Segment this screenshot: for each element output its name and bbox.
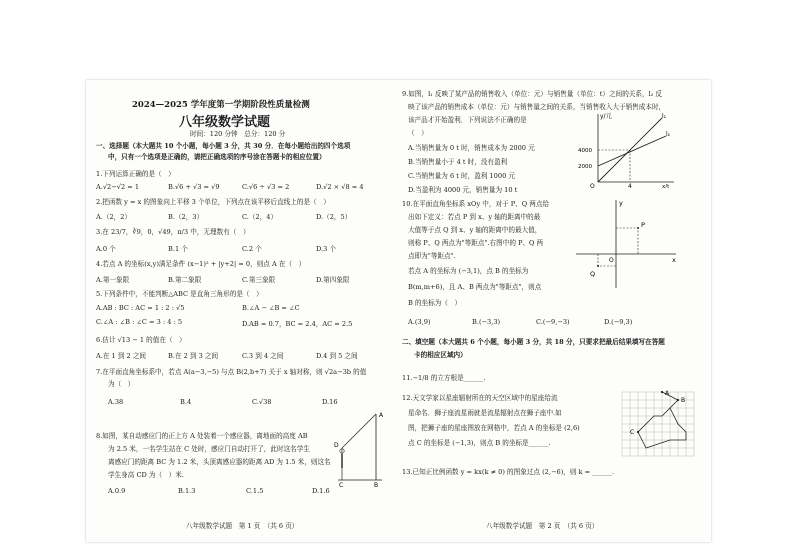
p-guide-lines <box>616 228 638 254</box>
fig8-label-d: D <box>334 442 339 449</box>
fig9-x-unit: x/t <box>662 184 670 188</box>
fig10-q-label: Q <box>590 270 596 278</box>
question-4-option-d: D.第四象限 <box>316 276 350 284</box>
question-7-cont: 为（ ） <box>108 380 135 388</box>
question-4: 4.若点 A 的坐标(x,y)满足条件 (x−1)² + |y+2| = 0，则点 A 在（ ） <box>96 260 306 268</box>
question-7-option-a: A.38 <box>108 398 124 406</box>
question-9-cont-2: 该产品才开始盈利．下列说法不正确的是 <box>408 116 527 124</box>
question-9-option-c: C.当销售量为 6 t 时，盈利 1000 元 <box>408 172 515 180</box>
question-10-cont-7: B 的坐标为（ ） <box>408 299 462 307</box>
question-7-option-c: C.√38 <box>252 398 272 406</box>
question-8: 8.如图，某自动感应门的正上方 A 处装着一个感应器，离地面的高度 AB <box>96 432 308 440</box>
question-10-cont-6: B(m,m+6)，且 A、B 两点为"等距点"，则点 <box>408 283 542 291</box>
exam-page-2 <box>400 80 711 542</box>
question-4-option-a: A.第一象限 <box>96 276 130 284</box>
fig8-label-a: A <box>379 412 384 419</box>
question-6-option-d: D.4 到 5 之间 <box>316 352 358 360</box>
question-10-cont-4: 点即为"等距点". <box>408 252 456 260</box>
question-6-option-a: A.在 1 到 2 之间 <box>96 352 147 360</box>
question-8-option-a: A.0.9 <box>108 487 126 495</box>
question-8-option-c: C.1.5 <box>246 487 264 495</box>
question-2-option-b: B.（2，3） <box>168 213 204 221</box>
question-3-option-d: D.3 个 <box>316 245 337 253</box>
question-7-option-b: B.4 <box>180 398 192 406</box>
question-8-cont-1: 为 2.5 米，一名学生站在 C 处时，感应门自动打开了，此时这名学生 <box>108 445 310 453</box>
question-9-option-b: B.当销售量小于 4 t 时，没有盈利 <box>408 158 508 166</box>
star-b <box>677 399 679 401</box>
fig10-y-label: y <box>619 199 623 207</box>
star-a <box>661 391 663 393</box>
question-1: 1.下列运算正确的是（ ） <box>96 170 175 178</box>
section-1-heading-2: 中，只有一个选项是正确的，请把正确选项的序号涂在答题卡的相应位置） <box>108 153 326 161</box>
question-2: 2.把函数 y = x 的图象向上平移 3 个单位，下列点在该平移后直线上的是（ ） <box>96 198 330 206</box>
question-10-option-b: B.(−3,3) <box>472 318 501 326</box>
question-9-option-d: D.当盈利为 4000 元，销售量为 10 t <box>408 186 518 194</box>
question-1-option-b: B.√6 + √3 = √9 <box>168 183 220 191</box>
question-6: 6.估计 √13 − 1 的值在（ ） <box>96 336 186 344</box>
question-2-option-c: C.（2，4） <box>242 213 278 221</box>
question-9-cont-1: 映了该产品的销售成本（单位：元）与销售量之间的关系，当销售收入大于销售成本时， <box>408 103 666 111</box>
leo-constellation-grid <box>618 386 698 460</box>
question-4-option-b: B.第二象限 <box>168 276 202 284</box>
question-2-option-a: A.（2，2） <box>96 213 132 221</box>
question-6-option-b: B.在 2 到 3 之间 <box>168 352 219 360</box>
exam-page-1 <box>86 80 394 542</box>
question-1-option-c: C.√6 ÷ √3 = 2 <box>242 183 290 191</box>
page-1-footer: 八年级数学试题 第 1 页 （共 6 页） <box>186 522 299 530</box>
question-12-cont-3: 点 C 的坐标是 (−1,3)，则点 B 的坐标是______. <box>408 439 551 447</box>
question-5-option-b: B.∠A − ∠B = ∠C <box>242 304 300 312</box>
question-5-option-c: C.∠A : ∠B : ∠C = 3 : 4 : 5 <box>96 318 183 326</box>
section-2-heading-2: 卡的相应区域内） <box>414 351 467 359</box>
fig10-p-label: P <box>641 221 645 229</box>
question-12-cont-2: 图，把狮子座的星座图放在网格中，若点 A 的坐标是 (2,6) <box>408 424 580 432</box>
fig8-label-c: C <box>339 482 344 488</box>
question-10-cont-2: 大值等于点 Q 到 x、y 轴的距离中的最大值， <box>408 226 542 234</box>
fig9-y-tick-4000: 4000 <box>578 148 592 154</box>
question-8-cont-3: 学生身高 CD 为（ ）米. <box>108 471 184 479</box>
section-1-heading: 一、选择题（本大题共 10 个小题，每小题 3 分，共 30 分．在每小题给出的四个选项 <box>96 142 351 150</box>
question-12-cont-1: 星命名．狮子座流星雨就是流星辐射点在狮子座中.如 <box>408 409 562 417</box>
question-4-option-c: C.第三象限 <box>242 276 276 284</box>
question-2-option-d: D.（2，5） <box>316 213 352 221</box>
fig9-l1-label: l₁ <box>662 113 667 120</box>
subject-title: 八年级数学试题 <box>179 115 271 130</box>
question-10-option-d: D.(−9,3) <box>604 318 633 326</box>
question-9-option-a: A.当销售量为 0 t 时，销售成本为 2000 元 <box>408 144 535 152</box>
exam-title: 2024—2025 学年度第一学期阶段性质量检测 <box>132 100 310 110</box>
fig12-label-c: C <box>630 429 635 436</box>
fig9-l2-label: l₂ <box>666 131 671 138</box>
page-2-footer: 八年级数学试题 第 2 页 （共 6 页） <box>486 522 599 530</box>
question-6-option-c: C.3 到 4 之间 <box>242 352 284 360</box>
fig9-origin: O <box>590 183 595 188</box>
line-l2 <box>598 136 666 166</box>
question-10-option-c: C.(−9,−3) <box>536 318 570 326</box>
question-10: 10.在平面直角坐标系 xOy 中，对于 P、Q 两点给 <box>402 200 550 208</box>
question-5: 5.下列条件中，不能判断△ABC 是直角三角形的是（ ） <box>96 290 263 298</box>
question-10-cont-5: 若点 A 的坐标为 (−3,1)，点 B 的坐标为 <box>408 267 529 275</box>
question-7-option-d: D.16 <box>322 398 338 406</box>
question-9-cont-3: （ ） <box>408 129 428 137</box>
section-2-heading: 二、填空题（本大题共 6 个小题，每小题 3 分，共 18 分，只要求把最后结果填写在答题 <box>402 338 665 346</box>
exam-paper <box>86 80 711 542</box>
question-13: 13.已知正比例函数 y = kx(k ≠ 0) 的图象过点 (2,−6)，则 k = ______. <box>402 468 615 476</box>
exam-meta: 时间：120 分钟 总分：120 分 <box>190 130 286 138</box>
sensor-line-ad <box>342 414 376 448</box>
question-1-option-a: A.√2−√2 = 1 <box>96 183 140 191</box>
door-sensor-figure <box>332 410 388 488</box>
sales-revenue-cost-graph <box>576 110 676 188</box>
fig9-y-unit: y/元 <box>600 113 612 120</box>
question-8-option-b: B.1.3 <box>178 487 196 495</box>
fig10-origin: O <box>609 257 614 264</box>
star-c <box>637 431 639 433</box>
question-5-option-d: D.AB = 0.7，BC = 2.4，AC = 2.5 <box>242 320 353 328</box>
fig12-label-b: B <box>681 397 686 404</box>
question-9: 9.如图，l₁ 反映了某产品的销售收入（单位：元）与销售量（单位：t）之间的关系，l₂ 反 <box>402 90 663 98</box>
question-3-option-b: B.1 个 <box>168 245 188 253</box>
fig10-x-label: x <box>672 256 676 264</box>
fig8-label-b: B <box>374 482 379 488</box>
equidistant-points-graph <box>568 196 680 292</box>
point-q <box>597 265 599 267</box>
question-7: 7.在平面直角坐标系中，若点 A(a−3,−5) 与点 B(2,b+7) 关于 x 轴对称，则 √2a−3b 的值 <box>96 368 367 376</box>
question-10-option-a: A.(3,9) <box>408 318 431 326</box>
question-3: 3.在 23/7，∛9，0，√49，π/3 中，无理数有（ ） <box>96 228 250 236</box>
point-p <box>637 227 639 229</box>
fig12-label-a: A <box>665 390 670 397</box>
fig9-y-tick-2000: 2000 <box>578 164 592 170</box>
question-8-option-d: D.1.6 <box>312 487 330 495</box>
question-1-option-d: D.√2 × √8 = 4 <box>316 183 364 191</box>
question-5-option-a: A.AB : BC : AC = 1 : 2 : √5 <box>96 304 185 312</box>
question-10-cont-3: 则称 P、Q 两点为"等距点".右图中的 P、Q 两 <box>408 239 544 247</box>
question-3-option-c: C.2 个 <box>242 245 262 253</box>
question-10-cont-1: 出如下定义：若点 P 到 x、y 轴的距离中的最 <box>408 213 541 221</box>
question-3-option-a: A.0 个 <box>96 245 116 253</box>
fig9-x-tick-4: 4 <box>628 183 632 188</box>
question-11: 11.−1/8 的立方根是______. <box>402 374 486 382</box>
question-12: 12.天文学家以星座辐射所在的天空区域中的星座给流 <box>402 394 558 402</box>
question-8-cont-2: 离感应门的距离 BC 为 1.2 米，头顶离感应器的距离 AD 为 1.5 米，则这名 <box>108 458 331 466</box>
